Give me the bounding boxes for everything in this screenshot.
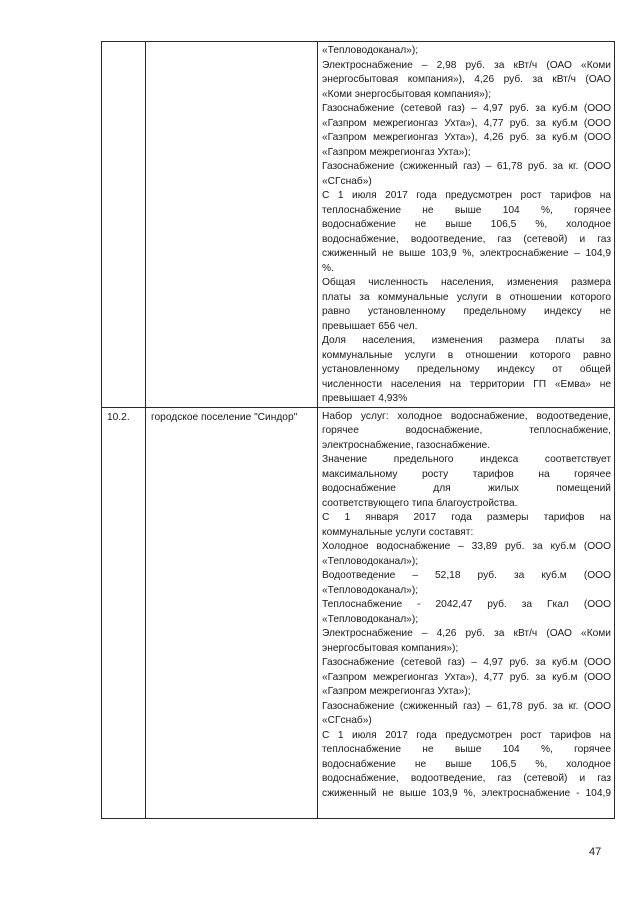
description-line: С 1 июля 2017 года предусмотрен рост тарифов на <box>322 190 611 201</box>
description-line: сжиженный не выше 103,9 %, электроснабжение - 104,9 <box>322 787 611 799</box>
description-line: коммунальные услуги в отношении которого равно <box>322 349 611 361</box>
description-line: Газоснабжение (сетевой газ) – 4,97 руб. за куб.м (ООО <box>322 103 611 114</box>
description-line: соответствующего типа благоустройства. <box>322 497 518 509</box>
description-line: Газоснабжение (сжиженный газ) – 61,78 руб. за кг. (ООО <box>322 700 611 712</box>
tariff-description <box>318 42 614 407</box>
description-line: «Газпром межрегионгаз Ухта»), 4,77 руб. за куб.м (ООО <box>322 671 611 683</box>
description-line: Водоотведение – 52,18 руб. за куб.м (ООО <box>322 570 611 582</box>
description-line: численности населения на территории ГП «Емва» не <box>322 378 611 390</box>
settlement-name: городское поселение "Синдор" <box>151 411 298 423</box>
table-row <box>102 407 615 818</box>
description-line: Теплоснабжение - 2042,47 руб. за Гкал (ООО <box>322 599 611 611</box>
description-line: водоснабжение, водоотведение, газ (сетевой) и газ <box>322 233 611 245</box>
description-line: «Тепловодоканал»); <box>322 584 419 596</box>
description-line: сжиженный не выше 103,9 %, электроснабжение – 104,9 <box>322 248 611 259</box>
description-line: Электроснабжение – 2,98 руб. за кВт/ч (ОАО «Коми <box>322 59 611 71</box>
description-line: «Тепловодоканал»); <box>322 613 419 625</box>
description-line: «Газпром межрегионгаз Ухта»), 4,26 руб. за куб.м (ООО <box>322 132 611 143</box>
table-row <box>102 42 615 408</box>
description-line: теплоснабжение не выше 104 %, горячее <box>322 204 611 216</box>
tariff-description-cell <box>318 42 615 408</box>
description-line: «СГснаб») <box>322 715 372 727</box>
description-line: «Газпром межрегионгаз Ухта»); <box>322 686 471 698</box>
description-line: Электроснабжение – 4,26 руб. за кВт/ч (ОАО «Коми <box>322 628 611 640</box>
description-line: «Газпром межрегионгаз Ухта»), 4,77 руб. за куб.м (ООО <box>322 117 611 129</box>
description-line: установленному предельному индексу от общей <box>322 364 611 375</box>
row-number-cell <box>102 42 146 408</box>
description-line: платы за коммунальные услуги в отношении которого <box>322 291 611 303</box>
description-line: Набор услуг: холодное водоснабжение, водоотведение, <box>322 410 611 422</box>
row-number <box>102 42 145 45</box>
description-line: водоснабжение для жилых помещений <box>322 483 611 495</box>
description-line: водоснабжение, водоотведение, газ (сетевой) и газ <box>322 773 611 785</box>
tariff-description-cell <box>318 407 615 818</box>
row-number-cell <box>102 407 146 818</box>
description-line: превышает 656 чел. <box>322 320 418 332</box>
settlement-name-cell <box>146 42 318 408</box>
settlement-name-cell <box>146 407 318 818</box>
page-number: 47 <box>589 846 602 858</box>
description-line: равно установленному предельному индексу не <box>322 306 611 317</box>
description-line: Газоснабжение (сжиженный газ) – 61,78 руб. за кг. (ООО <box>322 161 611 172</box>
description-line: Значение предельного индекса соответствует <box>322 454 611 466</box>
description-line: теплоснабжение не выше 104 %, горячее <box>322 744 611 756</box>
description-line: электроснабжение, газоснабжение. <box>322 439 491 451</box>
description-line: Холодное водоснабжение – 33,89 руб. за куб.м (ООО <box>322 541 611 553</box>
description-line: коммунальные услуги составят: <box>322 526 474 538</box>
description-line: «Тепловодоканал»); <box>322 555 419 567</box>
description-line: С 1 июля 2017 года предусмотрен рост тарифов на <box>322 729 611 741</box>
description-line: %. <box>322 262 334 274</box>
tariff-table <box>101 41 615 819</box>
settlement-name <box>146 42 317 45</box>
tariff-description <box>318 408 614 802</box>
description-line: водоснабжение не выше 106,5 %, холодное <box>322 219 611 230</box>
description-line: энергосбытовая компания»), 4,26 руб. за кВт/ч (ОАО <box>322 74 611 85</box>
description-line: «Коми энергосбытовая компания»); <box>322 88 492 100</box>
description-line: Доля населения, изменения размера платы за <box>322 335 611 346</box>
description-line: С 1 января 2017 года размеры тарифов на <box>322 512 611 524</box>
description-line: «Тепловодоканал»); <box>322 45 419 56</box>
description-line: горячее водоснабжение, теплоснабжение, <box>322 425 611 437</box>
description-line: водоснабжение не выше 106,5 %, холодное <box>322 758 611 770</box>
description-line: «Газпром межрегионгаз Ухта»); <box>322 146 471 158</box>
description-line: Газоснабжение (сетевой газ) – 4,97 руб. за куб.м (ООО <box>322 657 611 669</box>
description-line: энергосбытовая компания»); <box>322 642 459 654</box>
description-line: максимальному росту тарифов на горячее <box>322 468 611 480</box>
description-line: превышает 4,93% <box>322 393 408 404</box>
row-number: 10.2. <box>107 411 130 423</box>
description-line: Общая численность населения, изменения размера <box>322 277 611 288</box>
description-line: «СГснаб») <box>322 175 372 187</box>
